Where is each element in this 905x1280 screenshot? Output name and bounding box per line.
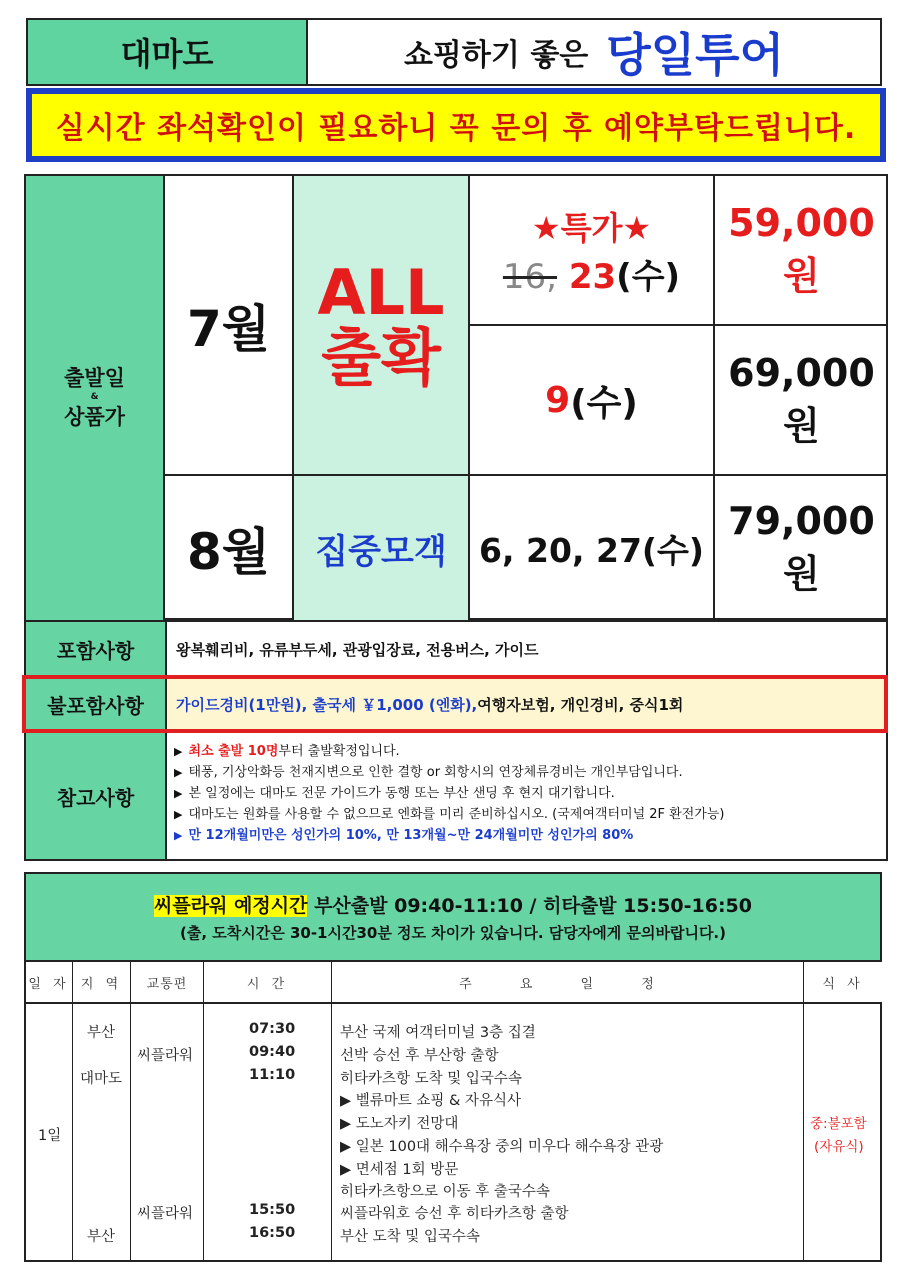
tour-prefix: 쇼핑하기 좋은 xyxy=(403,38,589,73)
july-month: 7월 xyxy=(165,176,294,476)
arrow-icon: ▶ xyxy=(174,745,183,758)
schedule-header-line xyxy=(154,891,752,918)
schedule-highlight: 씨플라워 예정시간 xyxy=(154,895,308,917)
destination-title: 대마도 xyxy=(28,20,308,84)
tour-title xyxy=(308,20,880,84)
struck-date: 16, xyxy=(502,256,557,297)
excluded-highlight-frame xyxy=(22,675,888,733)
tour-name: 당일투어 xyxy=(606,28,785,82)
special-day: (수) xyxy=(616,256,681,297)
time-0730: 07:30 xyxy=(249,1021,296,1037)
schedule-header-text: 부산출발 09:40-11:10 / 히타출발 15:50-16:50 xyxy=(307,895,752,917)
status-all: ALL xyxy=(317,255,445,329)
label-price: 상품가 xyxy=(64,404,125,429)
special-date: 23 xyxy=(568,256,617,297)
included-text: 왕복훼리비, 유류부두세, 관광입장료, 전용버스, 가이드 xyxy=(176,640,539,659)
arrow-icon: ▶ xyxy=(174,808,183,821)
regular-price: 69,000원 xyxy=(715,326,888,476)
note-1 xyxy=(174,741,724,762)
col-time-body xyxy=(204,1004,332,1260)
note-4 xyxy=(174,804,724,825)
time-0940: 09:40 xyxy=(249,1044,296,1060)
region-busan-depart: 부산 xyxy=(87,1025,116,1041)
july-regular-dates xyxy=(470,326,715,476)
included-label: 포함사항 xyxy=(26,622,167,676)
col-time: 시 간 xyxy=(204,962,332,1004)
price-table xyxy=(24,174,888,620)
note-5 xyxy=(174,825,724,846)
transport-return: 씨플라워 xyxy=(137,1206,194,1222)
label-amp: & xyxy=(90,392,99,403)
special-tag: ★특가★ xyxy=(531,208,652,247)
note-3-text: 본 일정에는 대마도 전문 가이드가 동행 또는 부산 샌딩 후 현지 대기합니다. xyxy=(188,786,615,801)
itinerary-item: ▶ 일본 100대 해수욕장 중의 미우다 해수욕장 관광 xyxy=(340,1139,664,1155)
excluded-text-rest: 여행자보험, 개인경비, 중식1회 xyxy=(477,695,684,714)
itinerary-item: 씨플라워호 승선 후 히타카츠항 출항 xyxy=(340,1206,569,1222)
notes-label: 참고사항 xyxy=(26,733,167,859)
note-3 xyxy=(174,783,724,804)
special-date-line xyxy=(503,249,680,298)
departure-price-label xyxy=(26,176,165,620)
itinerary-item: 부산 국제 여객터미널 3층 집결 xyxy=(340,1025,536,1041)
schedule-subheader: (출, 도착시간은 30-1시간30분 정도 차이가 있습니다. 담당자에게 문의바랍니다.) xyxy=(180,924,726,942)
schedule-table xyxy=(24,872,882,1262)
schedule-header xyxy=(26,874,880,962)
august-status: 집중모객 xyxy=(294,476,470,620)
itinerary-item: 선박 승선 후 부산항 출항 xyxy=(340,1048,499,1064)
col-itinerary: 주 요 일 정 xyxy=(332,962,804,1004)
july-special-dates xyxy=(470,176,715,326)
label-departure: 출발일 xyxy=(64,365,125,390)
august-dates: 6, 20, 27(수) xyxy=(470,476,715,620)
august-price: 79,000원 xyxy=(728,498,875,596)
arrow-icon: ▶ xyxy=(174,787,183,800)
col-transport: 교통편 xyxy=(131,962,204,1004)
col-meal: 식 사 xyxy=(804,962,882,1004)
arrow-icon: ▶ xyxy=(174,766,183,779)
day-label: 1일 xyxy=(38,1128,62,1144)
note-1-text: 부터 출발확정입니다. xyxy=(278,744,400,759)
col-region-body xyxy=(73,1004,131,1260)
transport-outbound: 씨플라워 xyxy=(137,1048,194,1064)
time-1550: 15:50 xyxy=(249,1202,296,1218)
note-4-text: 대마도는 원화를 사용할 수 없으므로 엔화를 미리 준비하십시오. (국제여객터미널 2F 환전가능) xyxy=(188,807,725,822)
col-day: 일 자 xyxy=(26,962,73,1004)
special-price: 59,000원 xyxy=(715,176,888,326)
regular-date: 9 xyxy=(545,379,571,421)
included-row xyxy=(24,620,888,678)
note-2 xyxy=(174,762,724,783)
itinerary-item: ▶ 도노자키 전망대 xyxy=(340,1116,459,1132)
excluded-label: 불포함사항 xyxy=(26,677,167,731)
regular-day: (수) xyxy=(570,382,638,424)
august-month: 8월 xyxy=(165,476,294,620)
note-2-text: 태풍, 기상악화등 천재지변으로 인한 결항 or 회항시의 연장체류경비는 개인부담입니다. xyxy=(188,765,683,780)
notes-list xyxy=(174,741,724,846)
time-1650: 16:50 xyxy=(249,1225,296,1241)
note-1-highlight: 최소 출발 10명 xyxy=(188,744,279,759)
title-bar xyxy=(26,18,882,86)
itinerary-item: ▶ 벨류마트 쇼핑 & 자유식사 xyxy=(340,1093,521,1109)
region-busan-arrive: 부산 xyxy=(87,1229,116,1245)
itinerary-item: 히타카츠항으로 이동 후 출국수속 xyxy=(340,1184,550,1200)
excluded-text-blue: 가이드경비(1만원), 출국세 ￥1,000 (엔화), xyxy=(176,695,478,714)
itinerary-item: 히타카츠항 도착 및 입국수속 xyxy=(340,1071,522,1087)
arrow-icon: ▶ xyxy=(174,829,183,842)
july-status xyxy=(294,176,470,476)
meal-line-1: 중:불포함 xyxy=(810,1116,867,1132)
itinerary-item: 부산 도착 및 입국수속 xyxy=(340,1229,480,1245)
time-1110: 11:10 xyxy=(249,1067,296,1083)
note-5-text: 만 12개월미만은 성인가의 10%, 만 13개월~만 24개월미만 성인가의 80% xyxy=(188,828,634,843)
itinerary-item: ▶ 면세점 1회 방문 xyxy=(340,1162,459,1178)
notes-row xyxy=(24,733,888,861)
status-confirmed: 출확 xyxy=(321,321,441,394)
region-tsushima: 대마도 xyxy=(80,1071,123,1087)
col-region: 지 역 xyxy=(73,962,131,1004)
reservation-notice: 실시간 좌석확인이 필요하니 꼭 문의 후 예약부탁드립니다. xyxy=(26,88,886,162)
meal-line-2: (자유식) xyxy=(814,1139,864,1155)
